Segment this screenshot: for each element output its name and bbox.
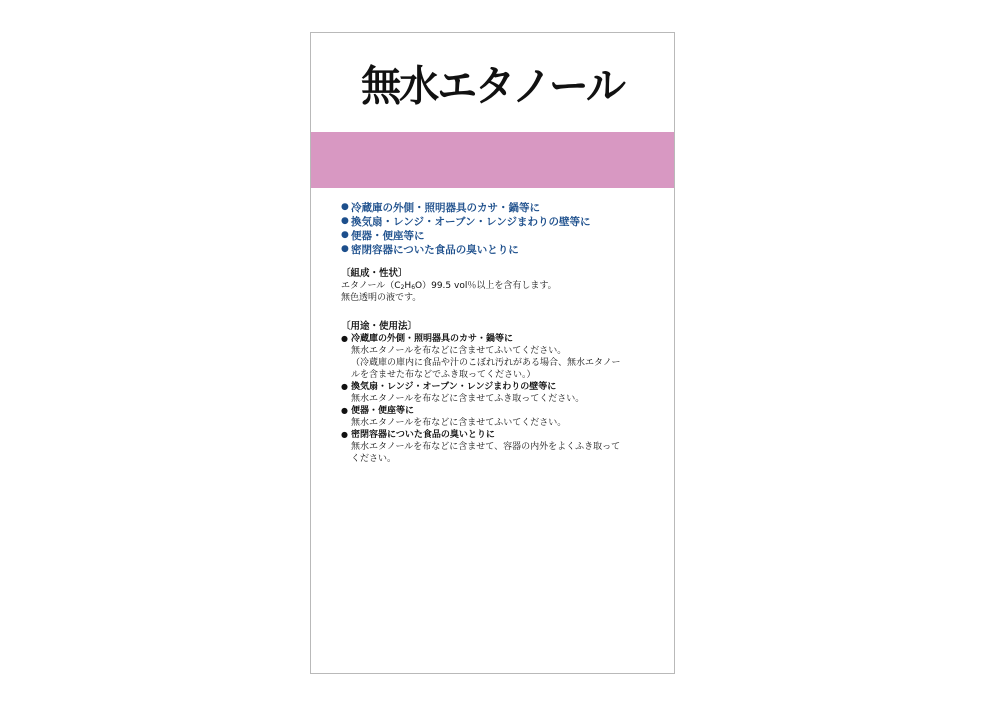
usage-item-line: 無水エタノールを布などに含ませてふき取ってください。 [351,394,585,404]
product-title: 無水エタノール [361,62,624,112]
feature-text: 換気扇・レンジ・オーブン・レンジまわりの壁等に [351,215,591,228]
bullet-icon: ● [341,334,348,343]
usage-heading: 〔用途・使用法〕 [341,321,418,332]
feature-item [341,242,661,256]
composition-line: 無色透明の液です。 [341,293,422,303]
composition-line: エタノール（C2H6O）99.5 vol％以上を含有します。 [341,281,557,291]
usage-item-title: ● 冷蔵庫の外側・照明器具のカサ・鍋等に [341,334,514,344]
composition-section [341,267,656,304]
bullet-icon: ● [341,244,349,254]
bullet-icon: ● [341,216,349,226]
feature-text: 冷蔵庫の外側・照明器具のカサ・鍋等に [351,201,540,214]
usage-item-title: ● 便器・便座等に [341,406,415,416]
feature-text: 密閉容器についた食品の臭いとりに [351,243,519,256]
feature-list [341,200,661,256]
composition-heading: 〔組成・性状〕 [341,268,408,279]
feature-item [341,200,661,214]
usage-item-line: 無水エタノールを布などに含ませて、容器の内外をよくふき取って [351,442,621,452]
product-label [310,32,675,674]
feature-text: 便器・便座等に [351,229,425,242]
bullet-icon: ● [341,406,348,415]
bullet-icon: ● [341,230,349,240]
usage-item-line: 無水エタノールを布などに含ませてふいてください。 [351,346,567,356]
usage-section [341,320,656,465]
usage-item-line: ルを含ませた布などでふき取ってください。） [351,370,536,380]
usage-item-line: （冷蔵庫の庫内に食品や汁のこぼれ汚れがある場合、無水エタノー [351,358,621,368]
bullet-icon: ● [341,430,348,439]
usage-item-line: ください。 [351,454,397,464]
usage-item-title: ● 換気扇・レンジ・オーブン・レンジまわりの壁等に [341,382,557,392]
usage-item-line: 無水エタノールを布などに含ませてふいてください。 [351,418,567,428]
feature-item [341,214,661,228]
feature-item [341,228,661,242]
accent-band [311,132,674,188]
usage-item-title: ● 密閉容器についた食品の臭いとりに [341,430,495,440]
bullet-icon: ● [341,202,349,212]
bullet-icon: ● [341,382,348,391]
